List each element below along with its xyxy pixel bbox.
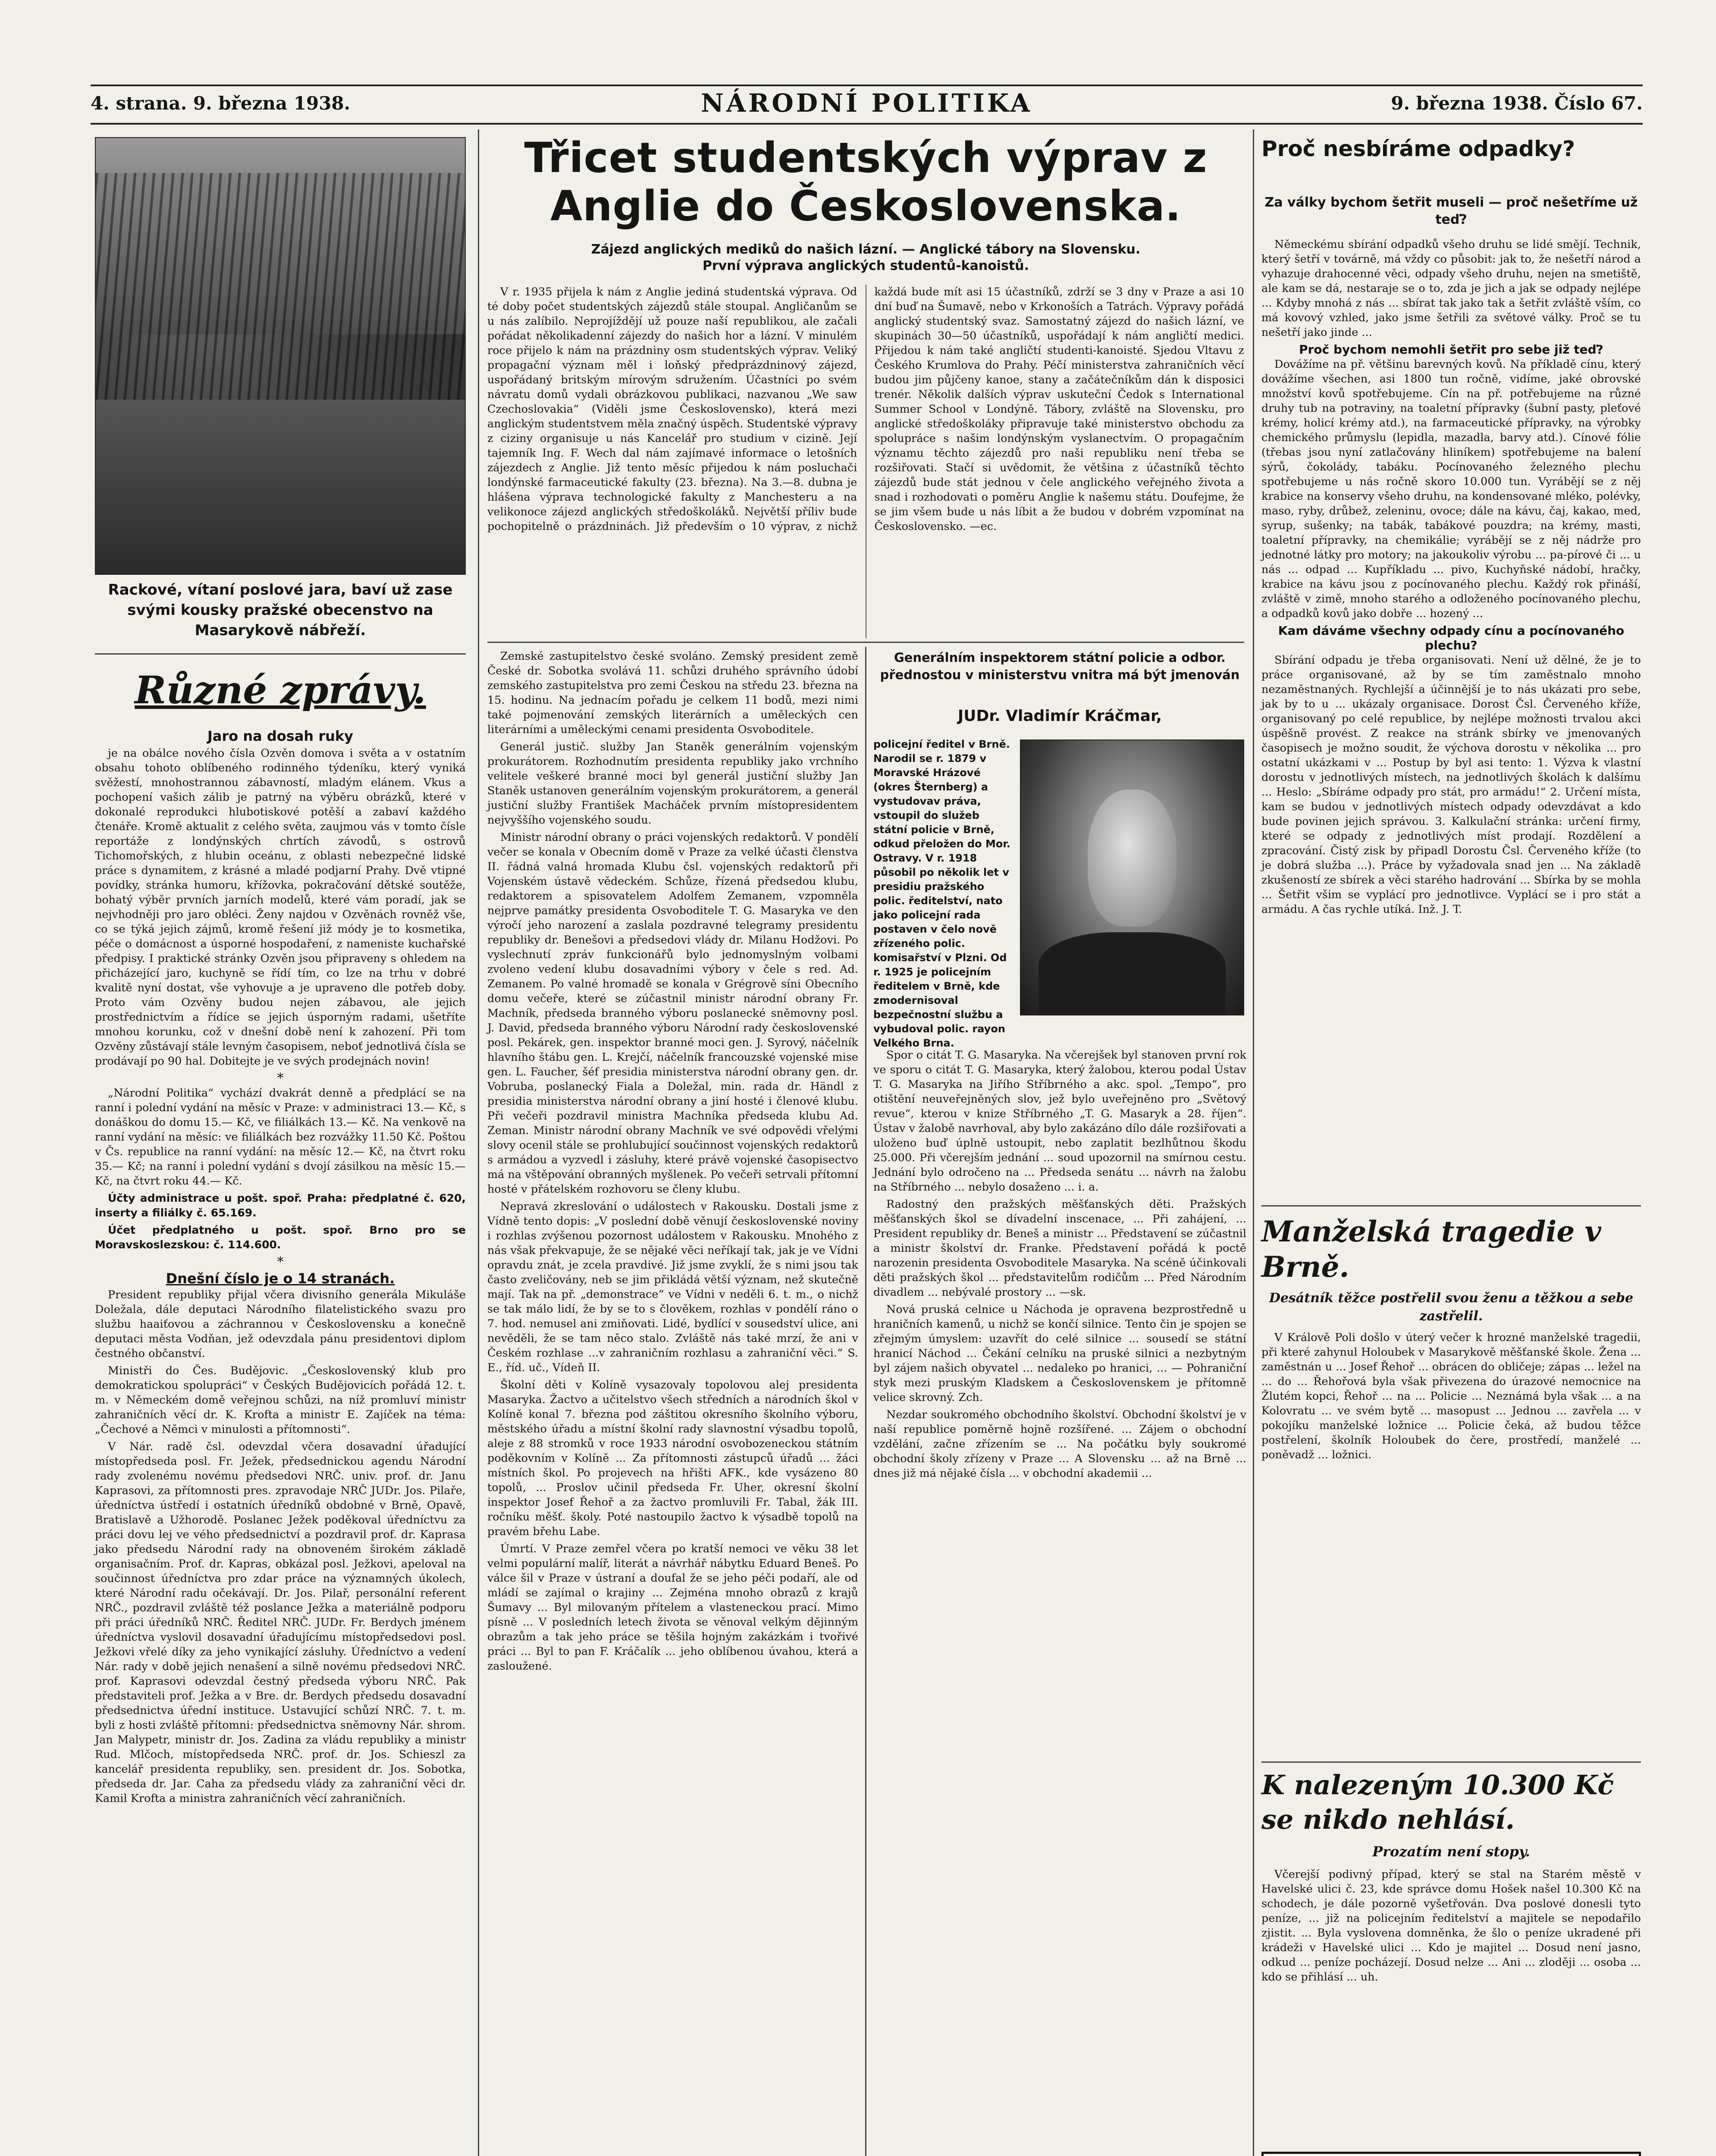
prezident-text: President republiky přijal včera divisního generála Mikuláše Doležala, dále deputaci Národního filatelistického svazu pro službu haaiťovou a záchrannou v Československu a konečně deputaci města Vodňan, jež odevzdala pánu presidentovi diplom čestného občanství.: [95, 1288, 466, 1360]
column-rule: [1253, 129, 1254, 2156]
nalezenym-column: [1261, 1867, 1641, 2147]
masthead-right: 9. března 1938. Číslo 67.: [1391, 93, 1643, 114]
photo-trees: [96, 173, 465, 413]
np-subscription: „Národní Politika“ vychází dvakrát denně a předplácí se na ranní i polední vydání na měsíc v Praze: v administraci 13.— Kč, s donáškou do domu 15.— Kč, ve filiálkách 13.— Kč. Na venkově na ranní vydání na měsíc: ve filiálkách bez rozvážky 11.50 Kč. Poštou v Čs. republice na ranní vydání: na měsíc 12.— Kč, na čtvrt roku 35.— Kč; na ranní i polední vydání s dvojí zásilkou na měsíc 15.— Kč, na čtvrt roku 44.— Kč.: [95, 1087, 466, 1188]
masthead-top-rule: [91, 85, 1643, 86]
celnice-text: Nová pruská celnice u Náchoda je opravena bezprostředně u hraničních kamenů, u nichž se končí silnice. Tento čin je spojen se zřejmým úmyslem: uzavřít do celé silnice ... sousedí se státní hranicí Náchod ... Čekání celníku na pruské silnici a nezbytným byl zájem našich obyvatel ... nedaleko po hranici, ... — Pohraniční styk mezi pruským Kladskem a Československem je přítomně velice skrovný. Zch.: [873, 1303, 1246, 1404]
masthead-title: NÁRODNÍ POLITIKA: [701, 88, 1032, 118]
lead-article: [487, 285, 1244, 638]
odpadky-kam-text: Sbírání odpadu je třeba organisovati. Není už dělné, že je to práce organisované, až by se tím zaměstnalo mnoho nezaměstnaných. Rychlejší a účinnější je to nás ukázati pro sebe, jak by to u ... ukázaly organisace. Dorost Čsl. Červeného kříže, organisovaný po celé republice, by nejlépe možnosti trvalou akci úspěšně provést. Z reakce na stránk sbírky ve jmenovaných časopisech je možno soudit, že výchova dorostu v několika ... pro ostatní ukázkami v ... Postup by byl asi tento: 1. Výzva k vlastní dorostu v jednotlivých místech, na jednotlivých školách k dalšímu ... Heslo: „Sbíráme odpady pro stát, pro armádu!“ 2. Určení místa, kam se budou v jednotlivých místech odpady odevzdávat a kdo bude povinen jejich správou. 3. Kalkulační stránka: určení firmy, které se odpady z jednotlivých míst prodají. Rozdělení a zpracování. Čistý zisk by připadl Dorostu Čsl. Červeného kříže (to je dobrá služba ...). Práce by vyžadovala snad jen ... Na základě zkušeností ze sbírek a věci starého hadrování ... Sbírka by se mohla ... Šetřit všim se vyplácí pro jednotlivce. Vyplácí se i pro stát a armádu. A čas rychle utíká. Inž. J. T.: [1261, 654, 1641, 916]
ministri-text: Ministři do Čes. Budějovic. „Československý klub pro demokratickou spolupráci“ v Českých Budějovicích pořádá 12. t. m. v Německém domě veřejnou schůzi, na níž promluví ministr zahraničních věcí dr. K. Krofta a ministr E. Zajíček na téma: „Čechové a Němci v minulosti a přítomnosti“.: [95, 1364, 466, 1436]
ucty-line1: Účty administrace u pošt. spoř. Praha: předplatné č. 620, inserty a filiálky č. 65.169.: [95, 1192, 466, 1219]
nrc-text: V Nár. radě čsl. odevzdal včera dosavadní úřadující místopředseda posl. Fr. Ježek, předsednickou agendu Národní rady zvolenému novému předsedovi NRČ. univ. prof. dr. Janu Kaprasovi, za přítomnosti pres. zpravodaje NRČ JUDr. Jos. Pilaře, úředníctva ústředí i ostatních úředníků obdobné v Brně, Opavě, Bratislavě a Užhorodě. Poslanec Ježek poděkoval úředníctvu za práci dovu lej ve vého předsednictví a pozdravil prof. dr. Kaprasa jako předsedu Národní rady na obnoveném širokém základě organisačním. Prof. dr. Kapras, obkázal posl. Ježkovi, apeloval na součinnost úředníctva pro zdar práce na významných úkolech, které Národní radu očekávají. Dr. Jos. Pilař, personální referent NRČ., pozdravil zvláště též poslance Ježka a materiálně podporu při práci úředníků NRČ. Ředitel NRČ. JUDr. Fr. Berdych jménem úředníctva vyslovil dosavadní úřadujícímu místopředsedovi posl. Ježkovi vřelé díky za jeho vynikající zásluhy. Úředníctvo a vedení Nár. rady v době jejich nenašení a silně novému předsedovi NRČ. prof. Kaprasovi odevzdal čestný předseda výboru NRČ. Pak představiteli prof. Ježka a v Bre. dr. Berdych předsedu dosavadní předsednictva úřední instituce. Ustavující schůzí NRČ. 7. t. m. byli z hosti zvláště přítomni: předsednictva sněmovny Nár. shrom. Jan Malypetr, ministr dr. Jos. Zadina za vládu republiky a ministr Rud. Mlčoch, místopředseda NRČ. prof. dr. Jos. Schieszl za kancelář presidenta republiky, sen. president dr. Jos. Sobotka, předseda dr. Jar. Caha za předsedu vlády za zahraniční věci dr. Kamil Krofta a ministra zahraničních věcí zahraničních.: [95, 1440, 466, 1805]
photo-ground: [96, 400, 465, 574]
general-text: Generál justič. služby Jan Staněk generálním vojenským prokurátorem. Rozhodnutím presidenta republiky jako vrchního velitele veškeré branné moci byl generál justiční služby Jan Staněk ustanoven generálním vojenským prokurátorem, a generál justiční služby František Macháček prvním místopresidentem nejvyššího vojenského soudu.: [487, 740, 858, 827]
generalni-name: JUDr. Vladimír Kráčmar,: [957, 707, 1162, 725]
masthead-left: 4. strana. 9. března 1938.: [91, 93, 351, 114]
lead-title: Třicet studentských výprav z Anglie do Československa.: [524, 134, 1208, 230]
middle-right-column: [873, 1048, 1246, 2156]
masthead-bottom-rule: [91, 123, 1643, 125]
divider: [1261, 1761, 1641, 1763]
column-rule: [478, 129, 479, 2156]
manzelska-text: V Králově Poli došlo v úterý večer k hrozné manželské tragedii, při které zahynul Holoubek v Masarykově měšťanské škole. Žena ... zaměstnán u ... Josef Řehoř ... obrácen do obličeje; zápas ... ležel na ... do ... Řehořová byla však přivezena do úrazové nemocnice na Žlutém kopci, Řehoř ... na ... Policie ... Neznámá byla však ... a na Kolovratu ... ve svém bytě ... masopust ... Jednou ... zavřela ... v pokojíku manželské ložnice ... Policie čeká, až budou těžce postřelení, školník Holoubek do čere, prostředí, manželé ... poněvadž ... ložnici.: [1261, 1331, 1641, 1461]
nezdar-text: Nezdar soukromého obchodního školství. Obchodní školství je v naší republice poměrně hojně rozšířené. ... Zájem o obchodní vzdělání, začne zřízením se ... Na počátku byly soukromé obchodní školy zřízeny v Praze ... A Slovensku ... až na Brně ... dnes již má nějaké čísla ... v obchodní akademii ...: [873, 1408, 1246, 1480]
column-rule: [865, 647, 866, 2156]
separator-star: *: [277, 1071, 284, 1086]
ruzne-heading: Různé zprávy.: [135, 667, 426, 712]
skolni-text: Školní děti v Kolíně vysazovaly topolovou alej presidenta Masaryka. Žactvo a učitelstvo všech středních a národních škol v Kolíně konal 7. března pod záštitou okresního školního výboru, městského úřadu a místní školní rady slavnostní výsadbu topolů, aleje z 88 stromků v roce 1933 národní osvobozeneckou státním poděkovním v Kolíně ... Za přítomnosti zástupců úřadů ... žáci místních škol. Po projevech na hřišti AFK., kde vysázeno 80 topolů, ... Proslov učinil předseda Fr. Uher, okresní školní inspektor Josef Řehoř a za žactvo promluvili Fr. Tabal, žák III. ročníku měšť. školy. Poté nastoupilo žactvo k výsadbě topolů na pravém břehu Labe.: [487, 1379, 858, 1538]
odpadky-proc-heading: Proč bychom nemohli šetřit pro sebe již teď?: [1299, 342, 1603, 357]
manzelska-column: [1261, 1330, 1641, 1757]
odpadky-subheading: Za války bychom šetřit museli — proč nešetříme už teď?: [1264, 195, 1638, 227]
generalni-heading: Generálním inspektorem státní policie a odbor. přednostou v ministerstvu vnitra má být jmenován: [880, 650, 1240, 682]
divider: [1261, 1205, 1641, 1206]
lead-subtitle: [487, 241, 1244, 276]
portrait-photo: [1020, 740, 1244, 1015]
cedok-ad: [1261, 2152, 1641, 2156]
portrait-face: [1088, 790, 1176, 927]
nalezenym-heading: K nalezeným 10.300 Kč se nikdo nehlásí.: [1261, 1769, 1614, 1835]
radost-text: Radostný den pražských měšťanských děti. Pražských měšťanských škol se dívadelní inscenace, ... Při zahájení, ... President republiky dr. Beneš a ministr ... Představení se zúčastnil a ministr školství dr. Franke. Představení pořádá k poctě narozenin presidenta Osvoboditele Masaryka. Na scéně účinkovali děti pražských škol ... představitelům rodičům ... Před Národním divadlem ... nebývalé prostory ... —sk.: [873, 1198, 1246, 1299]
jaro-heading: Jaro na dosah ruky: [207, 728, 354, 744]
generalni-bio: policejní ředitel v Brně. Narodil se r. 1879 v Moravské Hrázové (okres Šternberg) a vystudovav práva, vstoupil do služeb státní policie v Brně, odkud přeložen do Mor. Ostravy. V r. 1918 působil po několik let v presidiu pražského polic. ředitelství, nato jako policejní rada postaven v čelo nově zřízeného polic. komisařství v Plzni. Od r. 1925 je policejním ředitelem v Brně, kde zmodernisoval bezpečnostní službu a vybudoval polic. rayon Velkého Brna.: [873, 738, 1010, 1049]
jaro-text: je na obálce nového čísla Ozvěn domova i světa a v ostatním obsahu tohoto oblíbeného rodinného týdeníku, který vyniká svěžestí, mnohostrannou zábavností, mladým elánem. Vkus a pochopení vašich zálib je patrný na výběru obrázků, které v dokonalé reprodukci hlubotiskové potěší a zabaví každého čtenáře. Kromě aktualit z celého světa, zaujmou vás v tomto čísle reportáže z londýnských chrtích závodů, s ostrovů Tichomořských, z hlubin oceánu, z oblasti nebezpečné lidské práce s dynamitem, z krásné a mladé podjarní Prahy. Dvě vtipné povídky, stránka humoru, křížovka, pokračování dětské soutěže, bohatý výběr prvních jarních modelů, které vám poradí, jak se nejvhodněji pro jaro obléci. Ženy najdou v Ozvěnách rovněž vše, co se týká jejich zájmů, kromě řešení již módy je to kosmetika, péče o domácnost a úsporné hospodaření, z nameniste kuchařské předpisy. I praktické stránky Ozvěn jsou připraveny s ohledem na přicházející jaro, kuchyně se řídí tím, co lze na trhu v dobré kvalitě nyní dostat, vše vyhovuje a je upraveno dle potřeb doby. Proto vám Ozvěny budou nejen zábavou, ale jejich prostřednictvím a řídíce se jejich úsporným radami, ušetříte mnohou korunku, což v dnešní době není k zahození. Při tom Ozvěny zůstávají stále levným časopisem, neboť jednotlivá čísla se prodávají po 90 hal. Dobitejte je ve svých prodejnách novin!: [95, 747, 466, 1068]
odpadky-column: [1261, 237, 1641, 1199]
middle-left-column: [487, 649, 858, 2156]
divider: [95, 653, 466, 655]
neprava-text: Nepravá zkreslování o událostech v Rakousku. Dostali jsme z Vídně tento dopis: „V poslední době věnují československé noviny i rozhlas zvýšenou pozornost událostem v Rakousku. Mnohého z nás však překvapuje, že se nějaké věci neříkají tak, jak je ve Vídni opravdu znát, je zcela pravdivé. Již jsme zvyklí, že s nimi jsou tak často zveličovány, neb se jim přikládá větší význam, než skutečně mají. Tak na př. „demonstrace“ ve Vídni v neděli 6. t. m., o nichž se tak málo lidí, že by se to s člověkem, rozhlas v pondělí ráno o 7. hod. nemusel ani zmiňovati. Lidé, bydlící v sousedství ulice, ani nevěděli, že se tam něco stalo. Zvláště nás také mrzí, že ani v Českém rozhlase ...v zahraničním rozhlasu a zahraniční věci.“ S. E., říd. uč., Vídeň II.: [487, 1200, 858, 1374]
separator-star: *: [277, 1254, 284, 1269]
lead-text: V r. 1935 přijela k nám z Anglie jediná studentská výprava. Od té doby počet studentských zájezdů stále stoupal. Angličanům se u nás zalíbilo. Neprojíždějí už pouze naší republikou, ale začali pořádat několikadenní zájezdy do našich hor a lázní. V minulém roce přijelo k nám na prázdniny osm studentských výprav. Veliký propagační význam měl i loňský předprázdninový zájezd, uspořádaný britským mírovým sdružením. Účastníci po svém návratu domů vydali obrázkovou publikaci, nazvanou „We saw Czechoslovakia“ (Viděli jsme Československo), která mezi anglickým studentstvem měla značný úspěch. Studentské výpravy z ciziny organisuje u nás Kancelář pro studium v cizině. Její tajemník Ing. F. Wech dal nám zajímavé informace o letošních zájezdech z Anglie. Již tento měsíc přijedou k nám posluchači londýnské farmaceutické fakulty (23. března). Na 3.—8. dubna je hlášena výprava technologické fakulty z Manchesteru a na velikonoce zájezd anglických středoškoláků. Největší příliv bude pochopitelně o prázdninách. Již především o 10 výprav, z nichž každá bude mít asi 15 účastníků, zdrží se 3 dny v Praze a asi 10 dní buď na Šumavě, nebo v Krkonoších a Tatrách. Výpravy pořádá anglický studentský svaz. Samostatný zájezd do našich lázní, ve skupinách 30—50 účastníků, uspořádají k nám angličtí medici. Přijedou k nám také angličtí studenti-kanoisté. Sjedou Vltavu z Českého Krumlova do Prahy. Péčí ministerstva zahraničních věcí budou jim půjčeny kanoe, stany a začátečníkům dán k disposici trenér. Několik dalších výprav uskuteční Čedok s International Summer School v Londýně. Tábory, zvláště na Slovensku, pro anglické středoškoláky připravuje také ministerstvo obchodu za spolupráce s našim londýnským vyslanectvím. O propagačním významu těchto zájezdů pro naši republiku není třeba se rozšiřovati. Stačí si uvědomit, že většina z účastníků těchto zájezdů bude stát jednou v čele anglického veřejného života a snad i rozhodovati o poměru Anglie k našemu státu. Doufejme, že se jim všem bude u nás líbit a že budou v dobrém vzpomínat na Československo. —ec.: [487, 285, 1244, 533]
spor-text: Spor o citát T. G. Masaryka. Na včerejšek byl stanoven první rok ve sporu o citát T. G. Masaryka, který žalobou, kterou podal Ústav T. G. Masaryka na Jiřího Stříbrného a akc. spol. „Tempo“, pro otištění neuveřejněných slov, jež bylo uveřejněno pro „Světový revue“, kterou v knize Stříbrného „T. G. Masaryk a 28. říjen“. Ústav v žalobě navrhoval, aby bylo zakázáno dílo dále rozšiřovati a uloženo buď úplně ustoupit, nebo zaplatit bezlhůtnou škodu 25.000. Při včerejším jednání ... soud upozornil na smírnou cestu. Jednání bylo odročeno na ... Předseda senátu ... návrh na žalobu na Stříbrného ... nebylo dosaženo ... i. a.: [873, 1049, 1246, 1194]
lead-sub1: Zájezd anglických mediků do našich lázní. — Anglické tábory na Slovensku.: [591, 242, 1141, 257]
odpadky-kam-heading: Kam dáváme všechny odpady cínu a pocínovaného plechu?: [1278, 624, 1625, 652]
umrti-text: Úmrtí. V Praze zemřel včera po kratší nemoci ve věku 38 let velmi populární malíř, literát a návrhář nábytku Eduard Beneš. Po válce šil v Praze v ústraní a doufal že se jeho péči podaří, ale od mládí se zajímal o krajiny ... Zejména mnoho obrazů z krajů Šumavy ... Byl milovaným přítelem a vlasteneckou prací. Mimo písně ... V posledních letech života se věnoval velkým dějinným obrazům a tak jeho práce se těšila hojným zakázkám i tvořivé práci ... Byl to pan F. Kráčalík ... jeho oblíbenou úvahou, která a zasloužené.: [487, 1542, 858, 1673]
ruzne-column: [95, 729, 466, 2156]
manzelska-heading: Manželská tragedie v Brně.: [1261, 1215, 1601, 1284]
manzelska-sub: Desátník těžce postřelil svou ženu a těžkou a sebe zastřelil.: [1269, 1291, 1634, 1324]
odpadky-proc-text: Dovážíme na př. většinu barevných kovů. Na příkladě cínu, který dovážíme všechen, asi 1800 tun ročně, vidíme, jaké obrovské množství kovů spotřebujeme. Cín na př. potřebujeme na různé druhy tub na potraviny, na toaletní přípravky (šubní pasty, pleťové krémy, holicí krémy atd.), na farmaceutické přípravky, na výrobky chemického průmyslu (lepidla, mazadla, barvy atd.). Cínové fólie (třebas jsou nyní zatlačovány hliníkem) spotřebujeme na balení sýrů, čokolády, tabáku. Pocínovaného železného plechu spotřebujeme u nás ročně skoro 10.000 tun. Vyrábějí se z něj krabice na konservy všeho druhu, na kondensované mléko, polévky, maso, ryby, drůbež, zeleninu, ovoce; dále na kávu, čaj, kakao, med, syrup, sušenky; na tabák, tabákové pouzdra; na krémy, masti, toaletní přípravky, na chemikálie; vyrábějí se z něj nádrže pro jednotné látky pro motory; na jakoukoliv výrobu ... pa-pírové či ... u nás ... odpad ... Kupříkladu ... pivo, Kuchyňské nádobí, hračky, krabice na kávu jsou z pocínovaného plechu. Každý rok přináší, zvláště v zimě, mnoho starého a odloženého pocínovaného plechu, a odpadků kovů jako dobře ... hozený ...: [1261, 358, 1641, 620]
lead-sub2: První výprava anglických studentů-kanoistů.: [702, 258, 1029, 273]
odpadky-heading: Proč nesbíráme odpadky?: [1261, 136, 1575, 161]
photo-caption: Rackové, vítaní poslové jara, baví už zase svými kousky pražské obecenstvo na Masarykově nábřeží.: [108, 581, 453, 639]
portrait-suit: [1038, 932, 1225, 1015]
odpadky-text: Německému sbírání odpadků všeho druhu se lidé smějí. Technik, který šetří v továrně, má vždy co působit: jak to, že nešetří národ a vyhazuje drahocenné věci, odpady všeho druhu, nejen na smetiště, ale kam se dá, nestaraje se o to, zda je jich a jak se odpady nejlépe ... Kdyby mnohá z nás ... sbírat tak jako tak a šetřit zvláště vším, co má kovový vzhled, jako jsme šetřili za světové války. Proč se tu nešetří jako jinde ...: [1261, 238, 1641, 339]
zemske-text: Zemské zastupitelstvo české svoláno. Zemský president země České dr. Sobotka svolává 11. schůzi druhého správního údobí zemského zastupitelstva pro zemi Českou na středu 23. března na 15. hodinu. Na jednacím pořadu je celkem 11 bodů, mezi nimi také pojmenování zemských literárních a uměleckých cen literárními a uměleckými cenami presidenta Osvoboditele.: [487, 650, 858, 736]
dnes-heading: Dnešní číslo je o 14 stranách.: [166, 1270, 395, 1287]
divider: [487, 642, 1244, 643]
masthead: [91, 88, 1643, 119]
ministr-text: Ministr národní obrany o práci vojenských redaktorů. V pondělí večer se konala v Obecním domě v Praze za velké účasti členstva II. řádná valná hromada Klubu čsl. vojenských redaktorů při Vojenském ústavě vědeckém. Schůze, řízená předsedou klubu, redaktorem a spisovatelem Adolfem Zemanem, vzpomněla nejprve památky presidenta Osvoboditele T. G. Masaryka ve den výročí jeho narození a zaslala pozdravné telegramy presidentu republiky dr. Benešovi a předsedovi vlády dr. Milanu Hodžovi. Po vyslechnutí zpráv funkcionářů bylo jednomyslným volbami zvoleno vedení klubu dosavadními výbory v čele s red. Ad. Zemanem. Po valné hromadě se konala v Grégrově síni Obecního domu večeře, které se zúčastnil ministr národní obrany Fr. Machník, předseda branného výboru poslanecké sněmovny posl. J. David, předseda branného výboru Národní rady československé posl. Pekárek, gen. inspektor branné moci gen. J. Syrový, náčelník hlavního štábu gen. L. Krejčí, náčelník francouzské vojenské mise gen. L. Faucher, šéf presidia ministerstva národní obrany gen. dr. Vobruba, poslanecký Fiala a Doležal, min. rada dr. Händl z presidia ministerstva národní obrany a jiní hosté i členové klubu. Při večeři pozdravil ministra Machníka předseda klubu Ad. Zeman. Ministr národní obrany Machník ve své odpovědi vřelými slovy ocenil stále se prohlubující součinnost vojenských redaktorů s armádou a vyzvedl i zásluhy, které právě vojenské časopisectvo má na vštěpování obranných myšlenek. Po večeři setrvali přítomní hosté v přátelském rozhovoru se členy klubu.: [487, 831, 858, 1196]
nalezenym-sub: Prozatím není stopy.: [1372, 1843, 1530, 1860]
ucty-line2: Účet předplatného u pošt. spoř. Brno pro se Moravskoslezskou: č. 114.600.: [95, 1224, 466, 1251]
nalezenym-text: Včerejší podivný případ, který se stal na Starém městě v Havelské ulici č. 23, kde správce domu Hošek našel 10.300 Kč na schodech, je dále pozorně vyšetřován. Dva poslové donesli tyto peníze, ... již na policejním ředitelství a majitele se nepodařilo zjistit. ... Byla vyslovena domněnka, že šlo o peníze ukradené při krádeži v Havelské ulici ... Kdo je majitel ... Dosud není jasno, odkud ... peníze pocházejí. Dosud nelze ... Ani ... zloději ... osoba ... kdo se přihlásí ... uh.: [1261, 1868, 1641, 1984]
photo-gulls: [95, 137, 466, 575]
